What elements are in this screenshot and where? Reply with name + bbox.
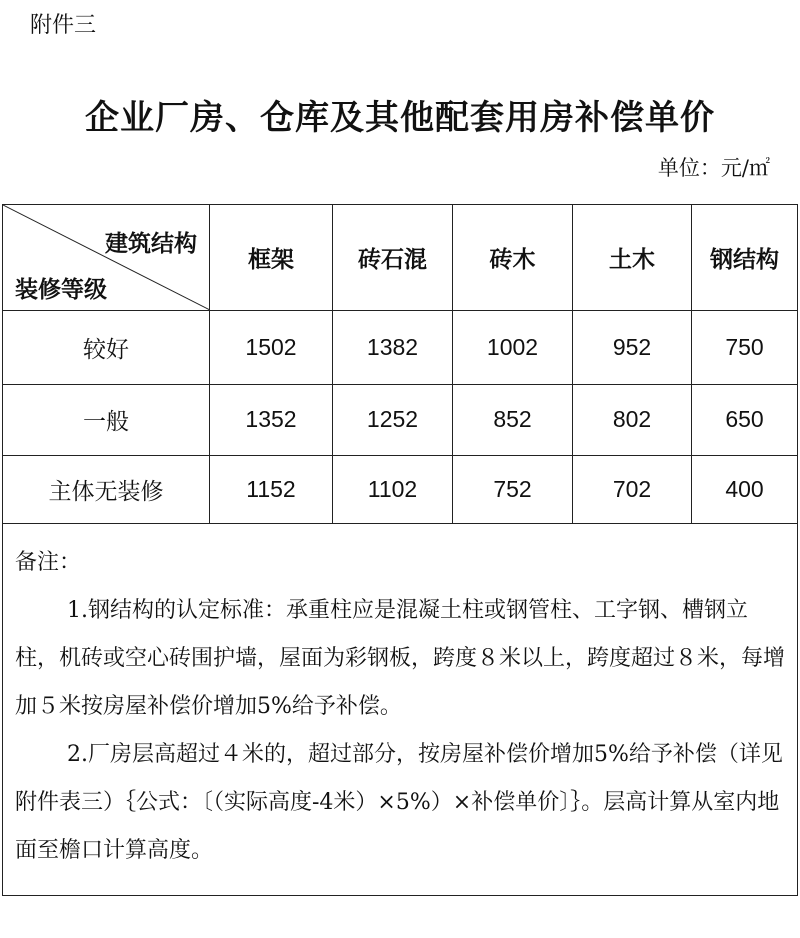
row-label: 较好 <box>3 310 210 384</box>
note-item-2: 2.厂房层高超过４米的，超过部分，按房屋补偿价增加5%给予补偿（详见附件表三）｛公式：〔（实际高度-4米）×5%）×补偿单价〕｝。层高计算从室内地面至檐口计算高度。 <box>15 742 783 863</box>
price-table <box>2 204 798 896</box>
note-item-1: 1.钢结构的认定标准：承重柱应是混凝土柱或钢管柱、工字钢、槽钢立柱，机砖或空心砖围护墙，屋面为彩钢板，跨度８米以上，跨度超过８米，每增加５米按房屋补偿价增加5%给予补偿。 <box>15 598 786 719</box>
corner-bottom-label: 装修等级 <box>15 277 107 303</box>
notes-section <box>3 523 797 875</box>
table-cell: 852 <box>453 384 573 455</box>
table-cell: 1382 <box>333 310 453 384</box>
table-row <box>3 310 797 385</box>
table-cell: 1002 <box>453 310 573 384</box>
table-cell: 1252 <box>333 384 453 455</box>
table-cell: 1152 <box>210 455 333 523</box>
column-header: 钢结构 <box>710 247 779 273</box>
unit-label: 单位：元/㎡ <box>657 156 770 180</box>
table-row <box>3 455 797 524</box>
row-label: 一般 <box>3 384 210 455</box>
row-label: 主体无装修 <box>3 455 210 523</box>
table-cell: 952 <box>573 310 692 384</box>
column-header: 砖木 <box>453 205 573 310</box>
table-header-row <box>3 205 797 311</box>
table-cell: 752 <box>453 455 573 523</box>
table-cell: 702 <box>573 455 692 523</box>
column-header: 框架 <box>210 205 333 310</box>
table-cell: 1102 <box>333 455 453 523</box>
table-cell: 1352 <box>210 384 333 455</box>
attachment-label: 附件三 <box>30 12 97 37</box>
column-header: 土木 <box>573 205 692 310</box>
table-cell: 650 <box>725 406 764 432</box>
notes-heading: 备注： <box>15 550 82 575</box>
corner-top-label: 建筑结构 <box>105 231 197 257</box>
corner-header-cell <box>3 205 210 310</box>
table-cell: 750 <box>725 333 764 360</box>
table-cell: 802 <box>573 384 692 455</box>
column-header: 砖石混 <box>333 205 453 310</box>
page-title: 企业厂房、仓库及其他配套用房补偿单价 <box>85 98 715 138</box>
table-cell: 1502 <box>210 310 333 384</box>
table-cell: 400 <box>725 475 764 502</box>
table-row <box>3 384 797 456</box>
